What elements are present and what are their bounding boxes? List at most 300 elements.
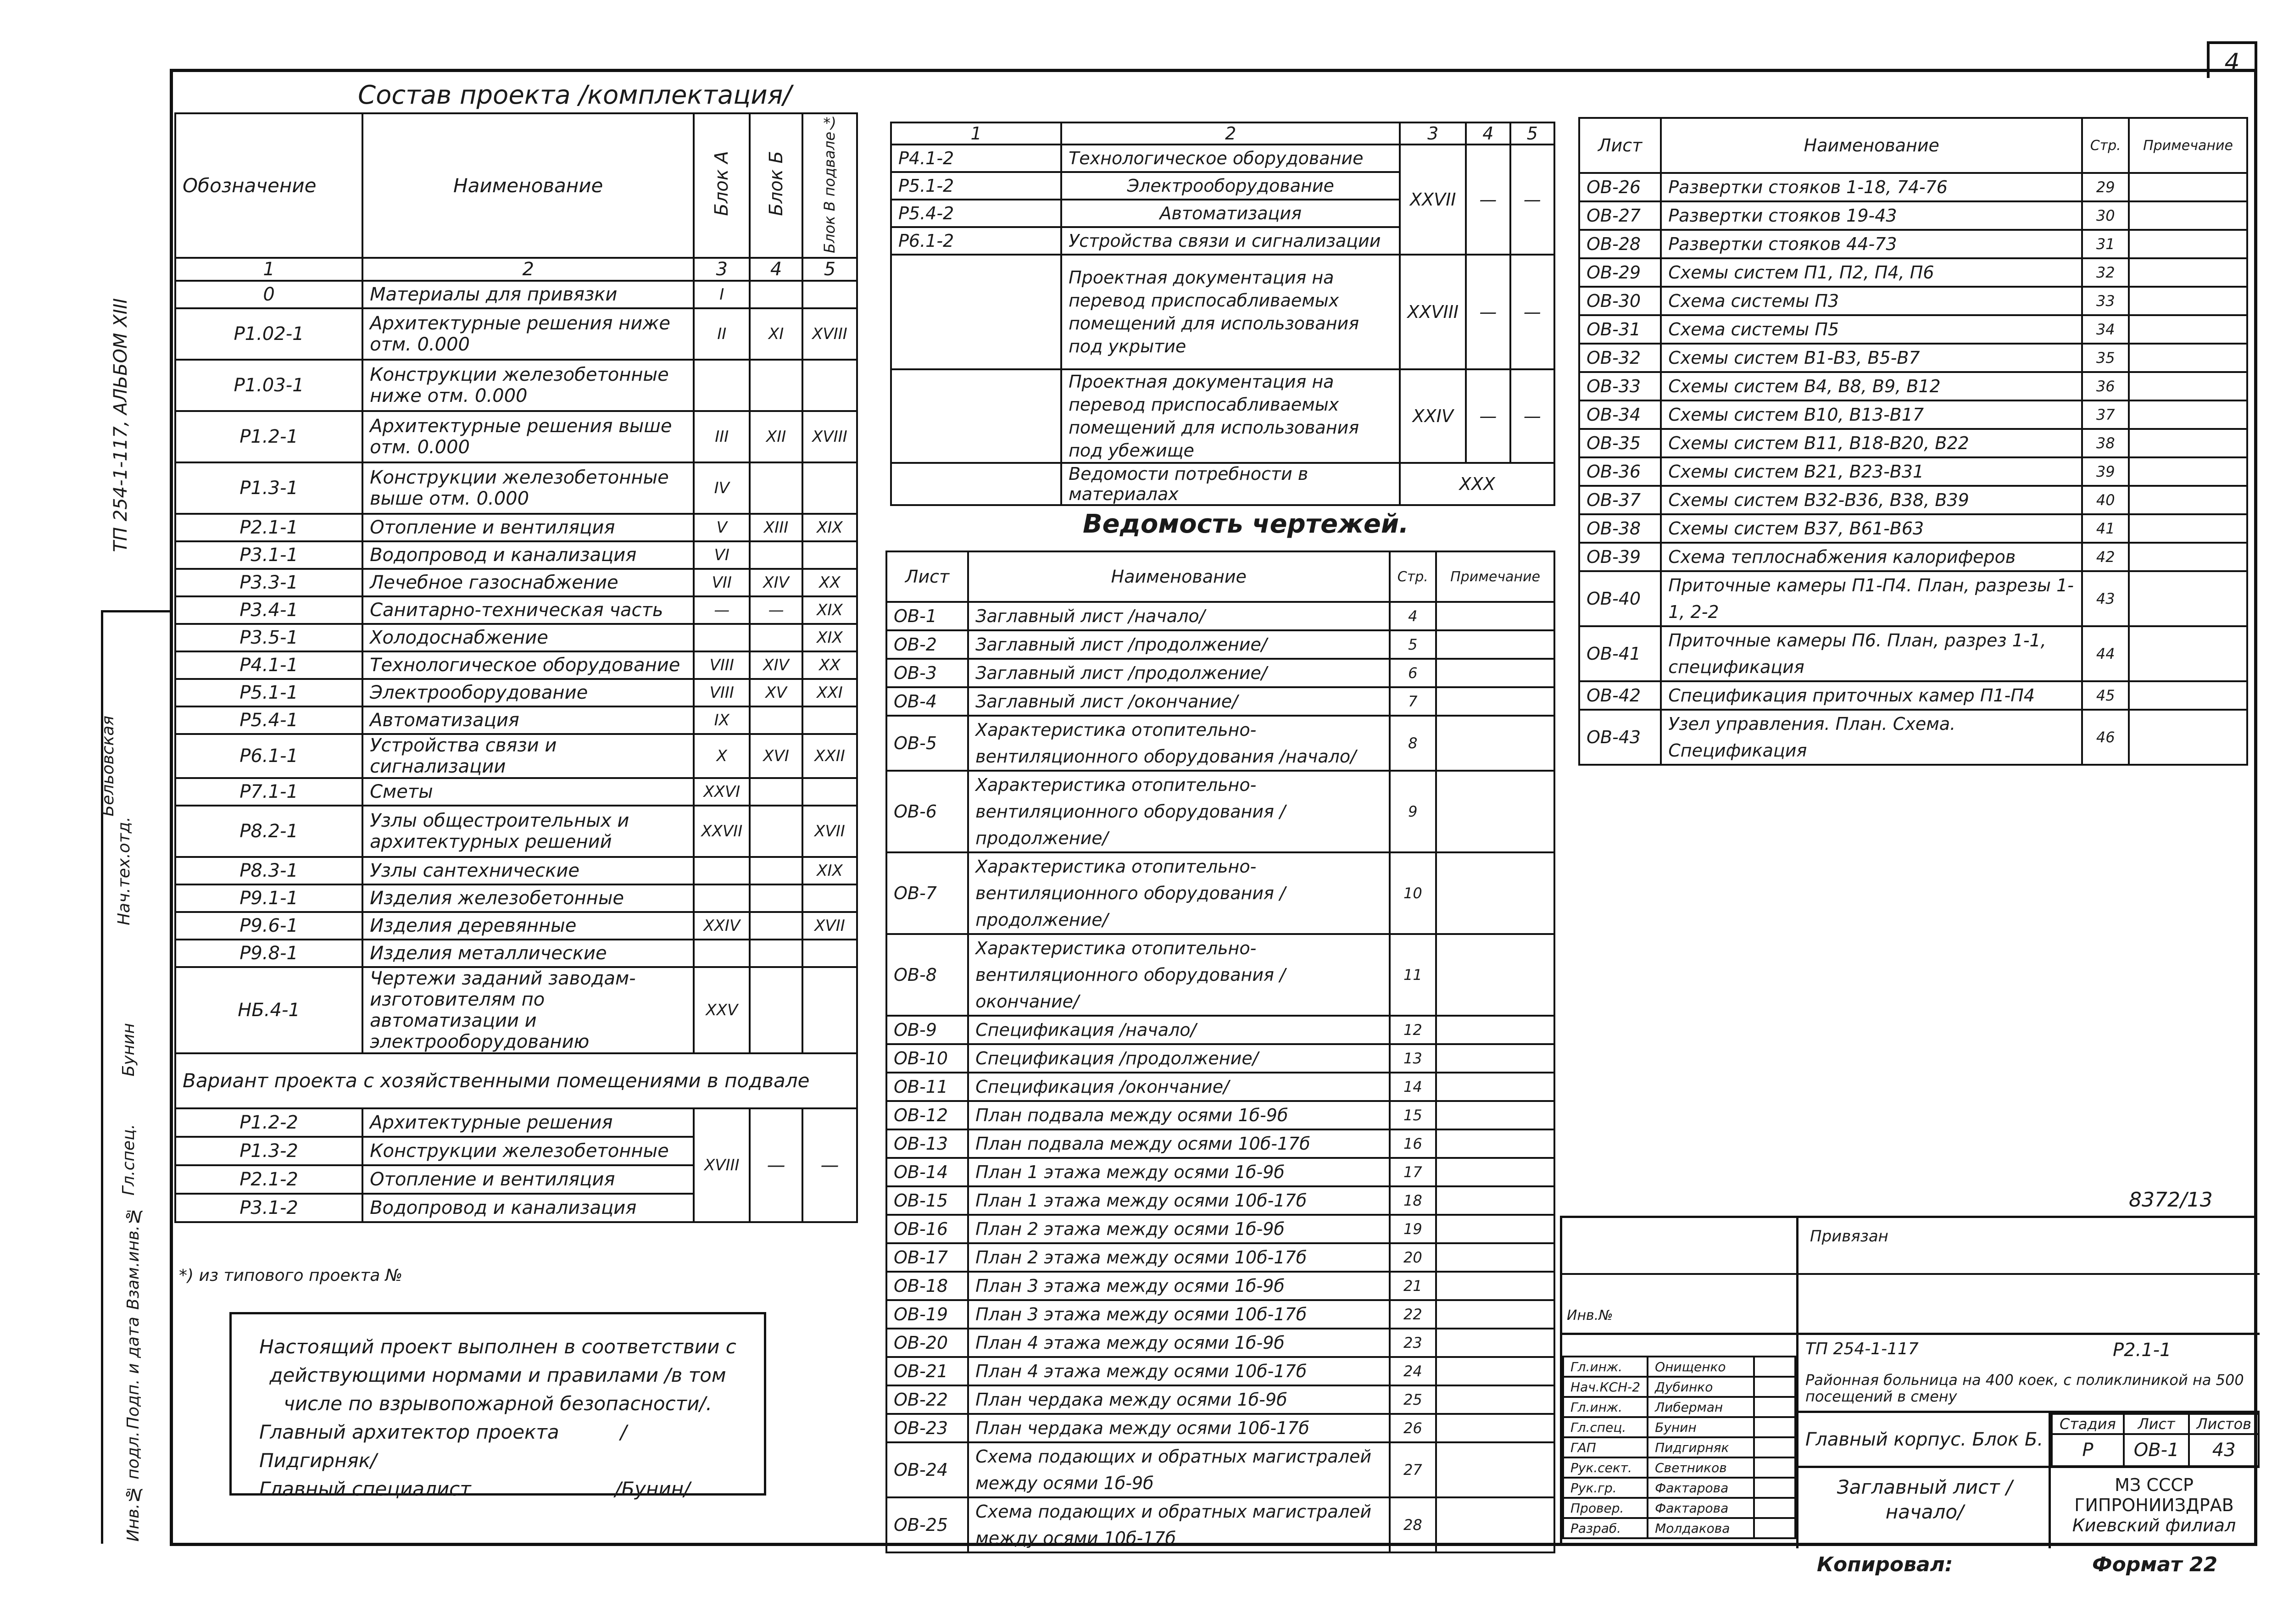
stamp-role-row [1563,1518,1795,1538]
header-name: Наименование [362,113,694,258]
variant-code: Р1.2-2 [175,1108,362,1137]
ved-name: Заглавный лист /начало/ [968,602,1389,630]
mid-colnum-4: 4 [1466,122,1510,145]
row-name: Материалы для привязки [362,281,694,308]
ved-note [1436,1186,1554,1215]
row-album-v [802,706,857,734]
stamp-role-row [1563,1397,1795,1417]
right-row [1579,344,2247,372]
row-name: Изделия железобетонные [362,884,694,912]
ved-note [1436,1129,1554,1158]
mid-name: Технологическое оборудование [1061,145,1400,172]
row-code: Р4.1-1 [175,651,362,679]
format-label: Формат 22 [2092,1553,2218,1576]
right-code: ОВ-42 [1579,681,1661,710]
right-page: 30 [2082,201,2129,230]
ved-name: План подвала между осями 10б-17б [968,1129,1389,1158]
row-album-b [750,462,802,514]
right-code: ОВ-38 [1579,514,1661,543]
row-code: Р2.1-1 [175,514,362,541]
stamp-sheets-label: Листов [2189,1414,2259,1434]
ved-name: План 1 этажа между осями 1б-9б [968,1158,1389,1186]
right-row [1579,626,2247,681]
ved-name: Заглавный лист /окончание/ [968,687,1389,716]
composition-row [175,912,857,940]
right-note [2129,681,2247,710]
row-album-b [750,806,802,857]
ved-code: ОВ-16 [886,1215,968,1243]
vedomost-row [886,1158,1554,1186]
right-header-note: Примечание [2129,118,2247,173]
row-album-a: VI [694,541,750,569]
right-row [1579,315,2247,344]
ved-note [1436,1300,1554,1329]
composition-row [175,857,857,884]
right-name: Приточные камеры П6. План, разрез 1-1, спецификация [1661,626,2082,681]
stamp-project-code: ТП 254-1-117 [1805,1340,1919,1358]
row-album-a: X [694,734,750,778]
ved-name: Характеристика отопительно-вентиляционного оборудования /продолжение/ [968,852,1389,934]
ved-page: 21 [1390,1272,1437,1300]
stamp-signature [1754,1518,1795,1538]
mid-dash: — [1466,255,1510,369]
row-album-v: XXII [802,734,857,778]
stamp-privyazan-hline [1562,1273,2260,1275]
row-album-b [750,912,802,940]
row-album-a: III [694,411,750,462]
stamp-role: Рук.сект. [1563,1457,1648,1478]
ved-note [1436,716,1554,771]
ved-note [1436,1158,1554,1186]
right-note [2129,514,2247,543]
right-row [1579,287,2247,315]
vedomost-row [886,1272,1554,1300]
row-album-a [694,884,750,912]
mid-dash: — [1466,369,1510,463]
stamp-role-name: Либерман [1648,1397,1754,1417]
row-album-a: IX [694,706,750,734]
right-name: Развертки стояков 19-43 [1661,201,2082,230]
right-note [2129,457,2247,486]
right-page: 32 [2082,258,2129,287]
row-name: Водопровод и канализация [362,541,694,569]
ved-header-sheet: Лист [886,551,968,602]
ved-name: План 2 этажа между осями 1б-9б [968,1215,1389,1243]
row-code: Р9.8-1 [175,940,362,967]
row-album-v [802,462,857,514]
right-page: 33 [2082,287,2129,315]
ved-name: Спецификация /окончание/ [968,1073,1389,1101]
vedomost-row [886,1442,1554,1497]
side-label-inv: Инв.№ подл. [124,1431,143,1542]
ved-code: ОВ-19 [886,1300,968,1329]
stamp-role-row [1563,1377,1795,1397]
row-album-b [750,940,802,967]
variant-album: XVIII [694,1108,750,1222]
right-name: Схемы систем В21, В23-В31 [1661,457,2082,486]
vedomost-row [886,771,1554,852]
right-code: ОВ-36 [1579,457,1661,486]
ved-page: 25 [1390,1385,1437,1414]
right-row [1579,571,2247,626]
right-page: 36 [2082,372,2129,400]
vedomost-row [886,1357,1554,1385]
right-row [1579,429,2247,457]
row-album-a: XXVII [694,806,750,857]
stamp-signature [1754,1457,1795,1478]
row-album-a: XXIV [694,912,750,940]
right-name: Схема системы П5 [1661,315,2082,344]
right-note [2129,287,2247,315]
right-page: 43 [2082,571,2129,626]
stamp-sheets: 43 [2189,1434,2259,1466]
right-page: 35 [2082,344,2129,372]
ved-name: Схема подающих и обратных магистралей между осями 10б-17б [968,1497,1389,1552]
row-album-v [802,281,857,308]
composition-row [175,462,857,514]
ved-code: ОВ-4 [886,687,968,716]
ved-code: ОВ-11 [886,1073,968,1101]
variant-dash: — [802,1108,857,1222]
right-code: ОВ-28 [1579,230,1661,258]
stamp-role: Рук.гр. [1563,1478,1648,1498]
vedomost-row [886,659,1554,687]
stamp-role: Гл.инж. [1563,1397,1648,1417]
right-name: Схема системы П3 [1661,287,2082,315]
row-code: Р3.4-1 [175,596,362,624]
stamp-role: Нач.КСН-2 [1563,1377,1648,1397]
row-code: Р5.4-1 [175,706,362,734]
mid-dash: — [1510,145,1554,255]
stamp-privyazan: Привязан [1810,1227,1888,1246]
header-block-a: Блок А [694,113,750,258]
composition-row [175,308,857,360]
page-number: 4 [2207,41,2257,78]
right-table [1578,117,2248,766]
stamp-org [2053,1475,2255,1535]
right-row [1579,457,2247,486]
right-page: 34 [2082,315,2129,344]
variant-code: Р3.1-2 [175,1194,362,1222]
header-block-v: *) Блок В подвале [802,113,857,258]
stamp-sheet-table [2051,1413,2260,1467]
row-album-b: XI [750,308,802,360]
ved-code: ОВ-7 [886,852,968,934]
stamp-role-name: Фактарова [1648,1498,1754,1518]
ved-header-page: Стр. [1390,551,1437,602]
right-name: Развертки стояков 1-18, 74-76 [1661,173,2082,201]
side-label-nach: Нач.тех.отд. [115,817,134,926]
right-page: 46 [2082,710,2129,765]
stamp-building: Главный корпус. Блок Б. [1805,1429,2043,1450]
composition-row [175,967,857,1053]
right-name: Схемы систем В10, В13-В17 [1661,400,2082,429]
row-album-b [750,706,802,734]
stamp-sheet-title: Заглавный лист /начало/ [1837,1476,2013,1523]
ved-page: 22 [1390,1300,1437,1329]
mid-code: Р5.4-2 [891,200,1061,227]
right-name: Схемы систем В4, В8, В9, В12 [1661,372,2082,400]
row-album-b [750,857,802,884]
ved-page: 15 [1390,1101,1437,1129]
row-code: Р1.02-1 [175,308,362,360]
composition-row [175,940,857,967]
ved-header-note: Примечание [1436,551,1554,602]
composition-row [175,884,857,912]
row-name: Санитарно-техническая часть [362,596,694,624]
mid-empty [891,463,1061,505]
right-page: 29 [2082,173,2129,201]
row-album-b [750,360,802,411]
composition-row [175,281,857,308]
variant-dash: — [750,1108,802,1222]
vedomost-row [886,1044,1554,1073]
right-name: Приточные камеры П1-П4. План, разрезы 1-1, 2-2 [1661,571,2082,626]
ved-page: 24 [1390,1357,1437,1385]
header-block-b: Блок Б [750,113,802,258]
note-text: Настоящий проект выполнен в соответствии с действующими нормами и правилами /в том числе по взрывопожарной безопасности/. [259,1335,736,1415]
row-album-b [750,624,802,651]
row-code: НБ.4-1 [175,967,362,1053]
ved-name: План подвала между осями 1б-9б [968,1101,1389,1129]
ved-code: ОВ-15 [886,1186,968,1215]
row-album-v: XVII [802,806,857,857]
colnum-1: 1 [175,258,362,281]
mid-colnum-2: 2 [1061,122,1400,145]
stamp-role-row [1563,1457,1795,1478]
stamp-roles-table [1562,1356,1796,1539]
composition-row [175,651,857,679]
ved-name: Спецификация /начало/ [968,1016,1389,1044]
right-name: Узел управления. План. Схема. Спецификация [1661,710,2082,765]
row-album-a: — [694,596,750,624]
right-page: 37 [2082,400,2129,429]
ved-note [1436,1497,1554,1552]
row-code: Р8.2-1 [175,806,362,857]
mid-code: Р5.1-2 [891,172,1061,200]
vedomost-row [886,1300,1554,1329]
colnum-2: 2 [362,258,694,281]
row-album-a [694,360,750,411]
vedomost-row [886,716,1554,771]
row-album-a [694,940,750,967]
row-code: Р9.6-1 [175,912,362,940]
row-name: Холодоснабжение [362,624,694,651]
row-code: Р3.3-1 [175,569,362,596]
composition-table [174,112,858,1223]
variant-row [175,1108,857,1137]
ved-note [1436,852,1554,934]
row-album-a: XXV [694,967,750,1053]
ved-note [1436,1272,1554,1300]
stamp-role-row [1563,1417,1795,1437]
stamp-inv-no: Инв.№ [1567,1307,1613,1324]
middle-table [890,122,1555,506]
right-note [2129,372,2247,400]
variant-name: Отопление и вентиляция [362,1165,694,1194]
row-album-v: XIX [802,624,857,651]
right-note [2129,486,2247,514]
ved-code: ОВ-12 [886,1101,968,1129]
right-page: 38 [2082,429,2129,457]
right-row [1579,173,2247,201]
row-album-v: XVIII [802,308,857,360]
ved-name: План 4 этажа между осями 10б-17б [968,1357,1389,1385]
ved-name: Схема подающих и обратных магистралей между осями 1б-9б [968,1442,1389,1497]
variant-name: Водопровод и канализация [362,1194,694,1222]
ved-name: План 1 этажа между осями 10б-17б [968,1186,1389,1215]
row-code: 0 [175,281,362,308]
mid-empty [891,255,1061,369]
stamp-sheet: ОВ-1 [2124,1434,2189,1466]
right-code: ОВ-34 [1579,400,1661,429]
mid-shelter-1: Проектная документация на перевод приспосабливаемых помещений для использования под укрытие [1061,255,1400,369]
right-note [2129,429,2247,457]
stamp-role: Гл.инж. [1563,1357,1648,1377]
mid-colnum-3: 3 [1400,122,1466,145]
ved-code: ОВ-18 [886,1272,968,1300]
right-code: ОВ-39 [1579,543,1661,571]
row-album-v [802,541,857,569]
stamp-org-3: Киевский филиал [2072,1515,2236,1535]
ved-code: ОВ-3 [886,659,968,687]
right-code: ОВ-31 [1579,315,1661,344]
stamp-role: ГАП [1563,1437,1648,1457]
vedomost-row [886,1385,1554,1414]
composition-row [175,411,857,462]
row-album-v: XIX [802,857,857,884]
ved-code: ОВ-17 [886,1243,968,1272]
ved-note [1436,1385,1554,1414]
note-architect: Главный архитектор проекта /Пидгирняк/ [259,1421,627,1472]
right-page: 41 [2082,514,2129,543]
stamp-privyazan-line [1796,1218,1798,1333]
vedomost-row [886,1329,1554,1357]
ved-page: 18 [1390,1186,1437,1215]
right-header-sheet: Лист [1579,118,1661,173]
composition-row [175,706,857,734]
ved-code: ОВ-1 [886,602,968,630]
row-album-b: XVI [750,734,802,778]
stamp-stage: Р [2052,1434,2124,1466]
variant-code: Р1.3-2 [175,1137,362,1165]
vedomost-row [886,687,1554,716]
right-name: Развертки стояков 44-73 [1661,230,2082,258]
composition-row [175,596,857,624]
side-label-vzam: Взам.инв.№ [124,1207,143,1310]
ved-page: 8 [1390,716,1437,771]
row-album-b [750,281,802,308]
ved-name: Характеристика отопительно-вентиляционного оборудования /окончание/ [968,934,1389,1016]
right-page: 40 [2082,486,2129,514]
vedomost-row [886,602,1554,630]
vedomost-row [886,1101,1554,1129]
stamp-vline [1796,1333,1798,1548]
ved-note [1436,630,1554,659]
row-code: Р7.1-1 [175,778,362,806]
right-code: ОВ-26 [1579,173,1661,201]
stamp-org-1: МЗ СССР [2115,1475,2194,1495]
note-specialist: Главный специалист /Бунин/ [259,1478,690,1500]
row-name: Узлы общестроительных и архитектурных решений [362,806,694,857]
ved-note [1436,1101,1554,1129]
right-note [2129,258,2247,287]
vedomost-row [886,1215,1554,1243]
title-block [1560,1216,2257,1546]
row-name: Отопление и вентиляция [362,514,694,541]
composition-row [175,541,857,569]
row-name: Архитектурные решения ниже отм. 0.000 [362,308,694,360]
mid-colnum-1: 1 [891,122,1061,145]
vedomost-row [886,934,1554,1016]
ved-page: 20 [1390,1243,1437,1272]
composition-title: Состав проекта /комплектация/ [358,80,792,110]
right-code: ОВ-30 [1579,287,1661,315]
ved-name: План чердака между осями 1б-9б [968,1385,1389,1414]
stamp-role: Гл.спец. [1563,1417,1648,1437]
composition-row [175,679,857,706]
stamp-role-name: Светников [1648,1457,1754,1478]
vedomost-row [886,1414,1554,1442]
row-code: Р3.1-1 [175,541,362,569]
right-note [2129,571,2247,626]
row-album-a: VIII [694,651,750,679]
mid-needs: Ведомости потребности в материалах [1061,463,1400,505]
vedomost-row [886,630,1554,659]
ved-note [1436,687,1554,716]
row-album-b: XII [750,411,802,462]
right-note [2129,626,2247,681]
right-note [2129,710,2247,765]
ved-name: Характеристика отопительно-вентиляционного оборудования /начало/ [968,716,1389,771]
ved-code: ОВ-10 [886,1044,968,1073]
row-name: Архитектурные решения выше отм. 0.000 [362,411,694,462]
ved-note [1436,602,1554,630]
sheet-code-handwritten: 8372/13 [2129,1188,2213,1212]
right-name: Схема теплоснабжения калориферов [1661,543,2082,571]
row-album-a [694,624,750,651]
right-row [1579,201,2247,230]
row-album-b: XIV [750,651,802,679]
side-label-glspec: Гл.спец. [119,1124,138,1196]
ved-page: 4 [1390,602,1437,630]
ved-note [1436,1442,1554,1497]
stamp-signature [1754,1478,1795,1498]
variant-code: Р2.1-2 [175,1165,362,1194]
vedomost-table [885,551,1555,1553]
right-row [1579,710,2247,765]
row-album-v: XX [802,651,857,679]
right-note [2129,344,2247,372]
composition-row [175,514,857,541]
vedomost-row [886,1016,1554,1044]
vedomost-row [886,852,1554,934]
row-album-v: XVII [802,912,857,940]
stamp-role: Провер. [1563,1498,1648,1518]
stamp-privyazan-hline2 [1562,1333,2260,1335]
ved-page: 27 [1390,1442,1437,1497]
right-note [2129,543,2247,571]
row-album-b [750,884,802,912]
stamp-role-row [1563,1357,1795,1377]
ved-page: 17 [1390,1158,1437,1186]
right-name: Схемы систем В11, В18-В20, В22 [1661,429,2082,457]
right-code: ОВ-41 [1579,626,1661,681]
variant-name: Архитектурные решения [362,1108,694,1137]
side-code: ТП 254-1-117, АЛЬБОМ XIII [110,298,131,552]
composition-row [175,360,857,411]
row-album-v [802,884,857,912]
